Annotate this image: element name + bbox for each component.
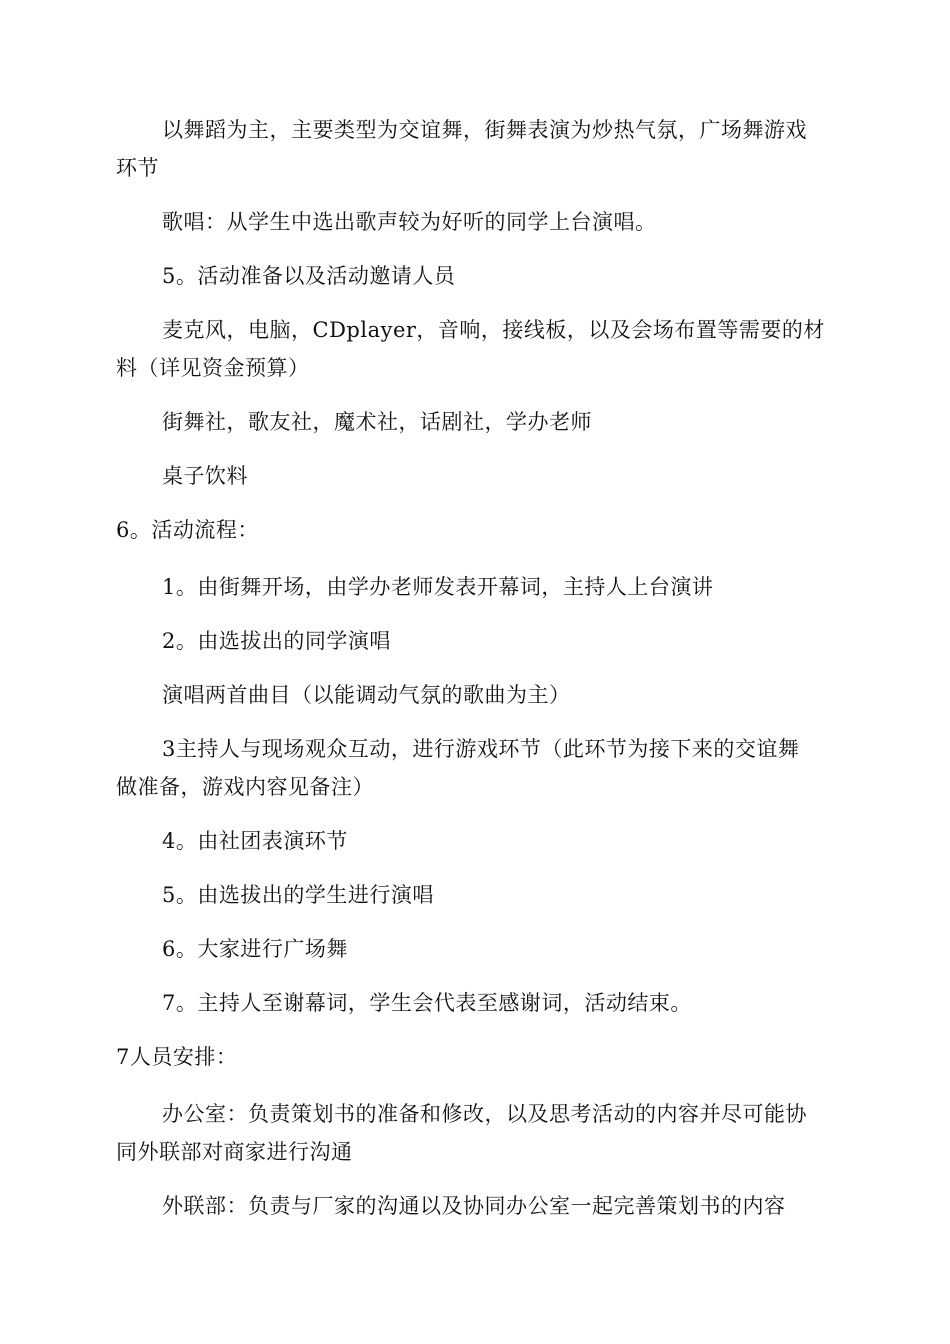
paragraph-dance-line2: 环节: [116, 156, 159, 180]
flow-item-7: 7。主持人至谢幕词，学生会代表至感谢词，活动结束。: [162, 991, 692, 1015]
section-heading-staffing: 7人员安排：: [116, 1045, 238, 1069]
section-heading-activity-flow: 6。活动流程：: [116, 518, 259, 542]
flow-item-5: 5。由选拔出的学生进行演唱: [162, 883, 434, 907]
staff-office-line2: 同外联部对商家进行沟通: [116, 1140, 353, 1164]
flow-item-2-detail: 演唱两首曲目（以能调动气氛的歌曲为主）: [162, 683, 571, 707]
flow-item-3-line1: 3主持人与现场观众互动，进行游戏环节（此环节为接下来的交谊舞: [162, 737, 800, 761]
flow-item-3-line2: 做准备，游戏内容见备注）: [116, 775, 374, 799]
paragraph-invited-clubs: 街舞社，歌友社，魔术社，话剧社，学办老师: [162, 410, 592, 434]
flow-item-2: 2。由选拔出的同学演唱: [162, 629, 391, 653]
paragraph-dance-line1: 以舞蹈为主，主要类型为交谊舞，街舞表演为炒热气氛，广场舞游戏: [162, 118, 807, 142]
paragraph-equipment-line2: 料（详见资金预算）: [116, 356, 310, 380]
paragraph-tables-drinks: 桌子饮料: [162, 464, 248, 488]
paragraph-preparation-heading: 5。活动准备以及活动邀请人员: [162, 264, 456, 288]
staff-office-line1: 办公室：负责策划书的准备和修改，以及思考活动的内容并尽可能协: [162, 1102, 807, 1126]
flow-item-1: 1。由街舞开场，由学办老师发表开幕词，主持人上台演讲: [162, 575, 714, 599]
paragraph-singing: 歌唱：从学生中选出歌声较为好听的同学上台演唱。: [162, 210, 657, 234]
flow-item-6: 6。大家进行广场舞: [162, 937, 348, 961]
paragraph-equipment-line1: 麦克风，电脑，CDplayer，音响，接线板，以及会场布置等需要的材: [162, 318, 825, 342]
staff-external-relations: 外联部：负责与厂家的沟通以及协同办公室一起完善策划书的内容: [162, 1194, 786, 1218]
flow-item-4: 4。由社团表演环节: [162, 829, 348, 853]
